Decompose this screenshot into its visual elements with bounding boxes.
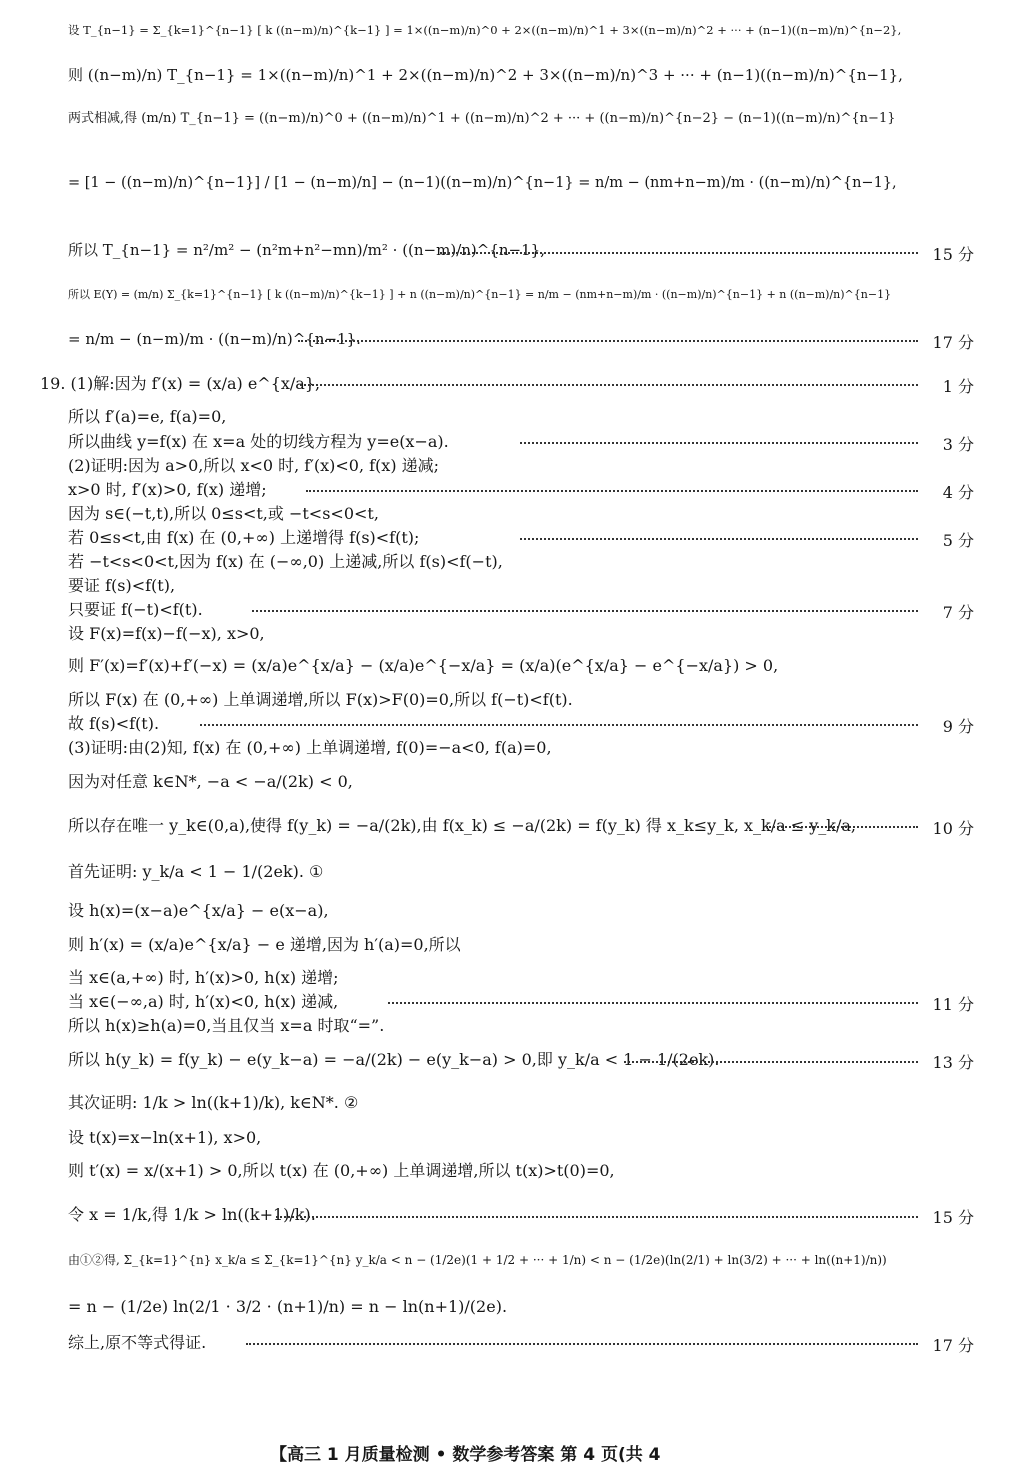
solution-line: 令 x = 1/k,得 1/k > ln((k+1)/k). [68,1205,316,1224]
solution-line: = n/m − (n−m)/m · ((n−m)/n)^{n−1}. [68,330,361,348]
solution-line: 所以 f′(a)=e, f(a)=0, [68,407,227,426]
solution-line: 当 x∈(a,+∞) 时, h′(x)>0, h(x) 递增; [68,968,339,987]
solution-line: 设 F(x)=f(x)−f(−x), x>0, [68,624,265,643]
solution-line: 则 t′(x) = x/(x+1) > 0,所以 t(x) 在 (0,+∞) 上单调递增,所以 t(x)>t(0)=0, [68,1161,615,1180]
dot-leader [246,1343,918,1345]
score-marker: 11 分 [932,995,974,1014]
page-footer: 【高三 1 月质量检测 • 数学参考答案 第 4 页(共 4 [270,1445,661,1465]
solution-line: 则 h′(x) = (x/a)e^{x/a} − e 递增,因为 h′(a)=0,所以 [68,935,461,954]
dot-leader [298,340,918,342]
score-marker: 5 分 [942,531,974,550]
solution-line: 故 f(s)<f(t). [68,714,160,733]
score-marker: 17 分 [932,1336,974,1355]
solution-line: 因为对任意 k∈N*, −a < −a/(2k) < 0, [68,772,353,791]
score-marker: 17 分 [932,333,974,352]
solution-line: 设 T_{n−1} = Σ_{k=1}^{n−1} [ k ((n−m)/n)^{k−1} ] = 1×((n−m)/n)^0 + 2×((n−m)/n)^1 + 3×((n−m)/n)^2 + ··· + (n−1)((n−m)/n)^{n−2}, [68,23,902,37]
dot-leader [276,1216,918,1218]
score-marker: 15 分 [932,245,974,264]
solution-line: 所以 F(x) 在 (0,+∞) 上单调递增,所以 F(x)>F(0)=0,所以 f(−t)<f(t). [68,690,573,709]
dot-leader [252,610,918,612]
solution-line: 所以存在唯一 y_k∈(0,a),使得 f(y_k) = −a/(2k),由 f(x_k) ≤ −a/(2k) = f(y_k) 得 x_k≤y_k, x_k/a ≤ y_k/a, [68,816,857,835]
dot-leader [300,384,918,386]
dot-leader [306,490,918,492]
solution-line: 其次证明: 1/k > ln((k+1)/k), k∈N*. ② [68,1093,359,1112]
solution-line: 综上,原不等式得证. [68,1333,207,1352]
dot-leader [520,442,918,444]
score-marker: 13 分 [932,1053,974,1072]
score-marker: 9 分 [942,717,974,736]
dot-leader [624,1061,918,1063]
dot-leader [388,1002,918,1004]
solution-line: 两式相减,得 (m/n) T_{n−1} = ((n−m)/n)^0 + ((n−m)/n)^1 + ((n−m)/n)^2 + ··· + ((n−m)/n)^{n−2} − (n−1)((n−m)/n)^{n−1} [68,111,896,126]
solution-line: = [1 − ((n−m)/n)^{n−1}] / [1 − (n−m)/n] − (n−1)((n−m)/n)^{n−1} = n/m − (nm+n−m)/m · ((n−m)/n)^{n−1}, [68,175,897,191]
dot-leader [200,724,918,726]
solution-line: (2)证明:因为 a>0,所以 x<0 时, f′(x)<0, f(x) 递减; [68,456,440,475]
solution-line: 若 0≤s<t,由 f(x) 在 (0,+∞) 上递增得 f(s)<f(t); [68,528,420,547]
score-marker: 4 分 [942,483,974,502]
solution-line: 则 F′(x)=f′(x)+f′(−x) = (x/a)e^{x/a} − (x/a)e^{−x/a} = (x/a)(e^{x/a} − e^{−x/a}) > 0, [68,656,779,675]
score-marker: 3 分 [942,435,974,454]
solution-line: x>0 时, f′(x)>0, f(x) 递增; [68,480,267,499]
dot-leader [520,538,918,540]
solution-line: 设 t(x)=x−ln(x+1), x>0, [68,1128,262,1147]
dot-leader [440,252,918,254]
question-19-part1: 19. (1)解:因为 f′(x) = (x/a) e^{x/a}, [40,374,321,393]
solution-line: 要证 f(s)<f(t), [68,576,176,595]
score-marker: 7 分 [942,603,974,622]
solution-line: 所以 h(x)≥h(a)=0,当且仅当 x=a 时取“=”. [68,1016,385,1035]
solution-line: 若 −t<s<0<t,因为 f(x) 在 (−∞,0) 上递减,所以 f(s)<f(−t), [68,552,503,571]
solution-line: 设 h(x)=(x−a)e^{x/a} − e(x−a), [68,901,329,920]
solution-line: 所以曲线 y=f(x) 在 x=a 处的切线方程为 y=e(x−a). [68,432,449,451]
solution-line: 首先证明: y_k/a < 1 − 1/(2ek). ① [68,862,324,881]
dot-leader [766,826,918,828]
solution-line: 所以 T_{n−1} = n²/m² − (n²m+n²−mn)/m² · ((n−m)/n)^{n−1}, [68,241,545,259]
solution-line: 只要证 f(−t)<f(t). [68,600,203,619]
solution-line: (3)证明:由(2)知, f(x) 在 (0,+∞) 上单调递增, f(0)=−a<0, f(a)=0, [68,738,552,757]
solution-line: 当 x∈(−∞,a) 时, h′(x)<0, h(x) 递减, [68,992,339,1011]
solution-line: 由①②得, Σ_{k=1}^{n} x_k/a ≤ Σ_{k=1}^{n} y_k/a < n − (1/2e)(1 + 1/2 + ··· + 1/n) < n − (1/2e)(ln(2/1) + ln(3/2) + ··· + ln((n+1)/n)) [68,1253,887,1267]
solution-line: 所以 E(Y) = (m/n) Σ_{k=1}^{n−1} [ k ((n−m)/n)^{k−1} ] + n ((n−m)/n)^{n−1} = n/m − (nm+n−m)/m · ((n−m)/n)^{n−1} + n ((n−m)/n)^{n−1} [68,288,892,301]
solution-line: 因为 s∈(−t,t),所以 0≤s<t,或 −t<s<0<t, [68,504,379,523]
score-marker: 1 分 [942,377,974,396]
solution-line: = n − (1/2e) ln(2/1 · 3/2 · (n+1)/n) = n − ln(n+1)/(2e). [68,1297,508,1316]
score-marker: 15 分 [932,1208,974,1227]
solution-line: 所以 h(y_k) = f(y_k) − e(y_k−a) = −a/(2k) − e(y_k−a) > 0,即 y_k/a < 1 − 1/(2ek). [68,1050,720,1069]
solution-line: 则 ((n−m)/n) T_{n−1} = 1×((n−m)/n)^1 + 2×((n−m)/n)^2 + 3×((n−m)/n)^3 + ··· + (n−1)((n−m)/n)^{n−1}, [68,66,903,84]
score-marker: 10 分 [932,819,974,838]
